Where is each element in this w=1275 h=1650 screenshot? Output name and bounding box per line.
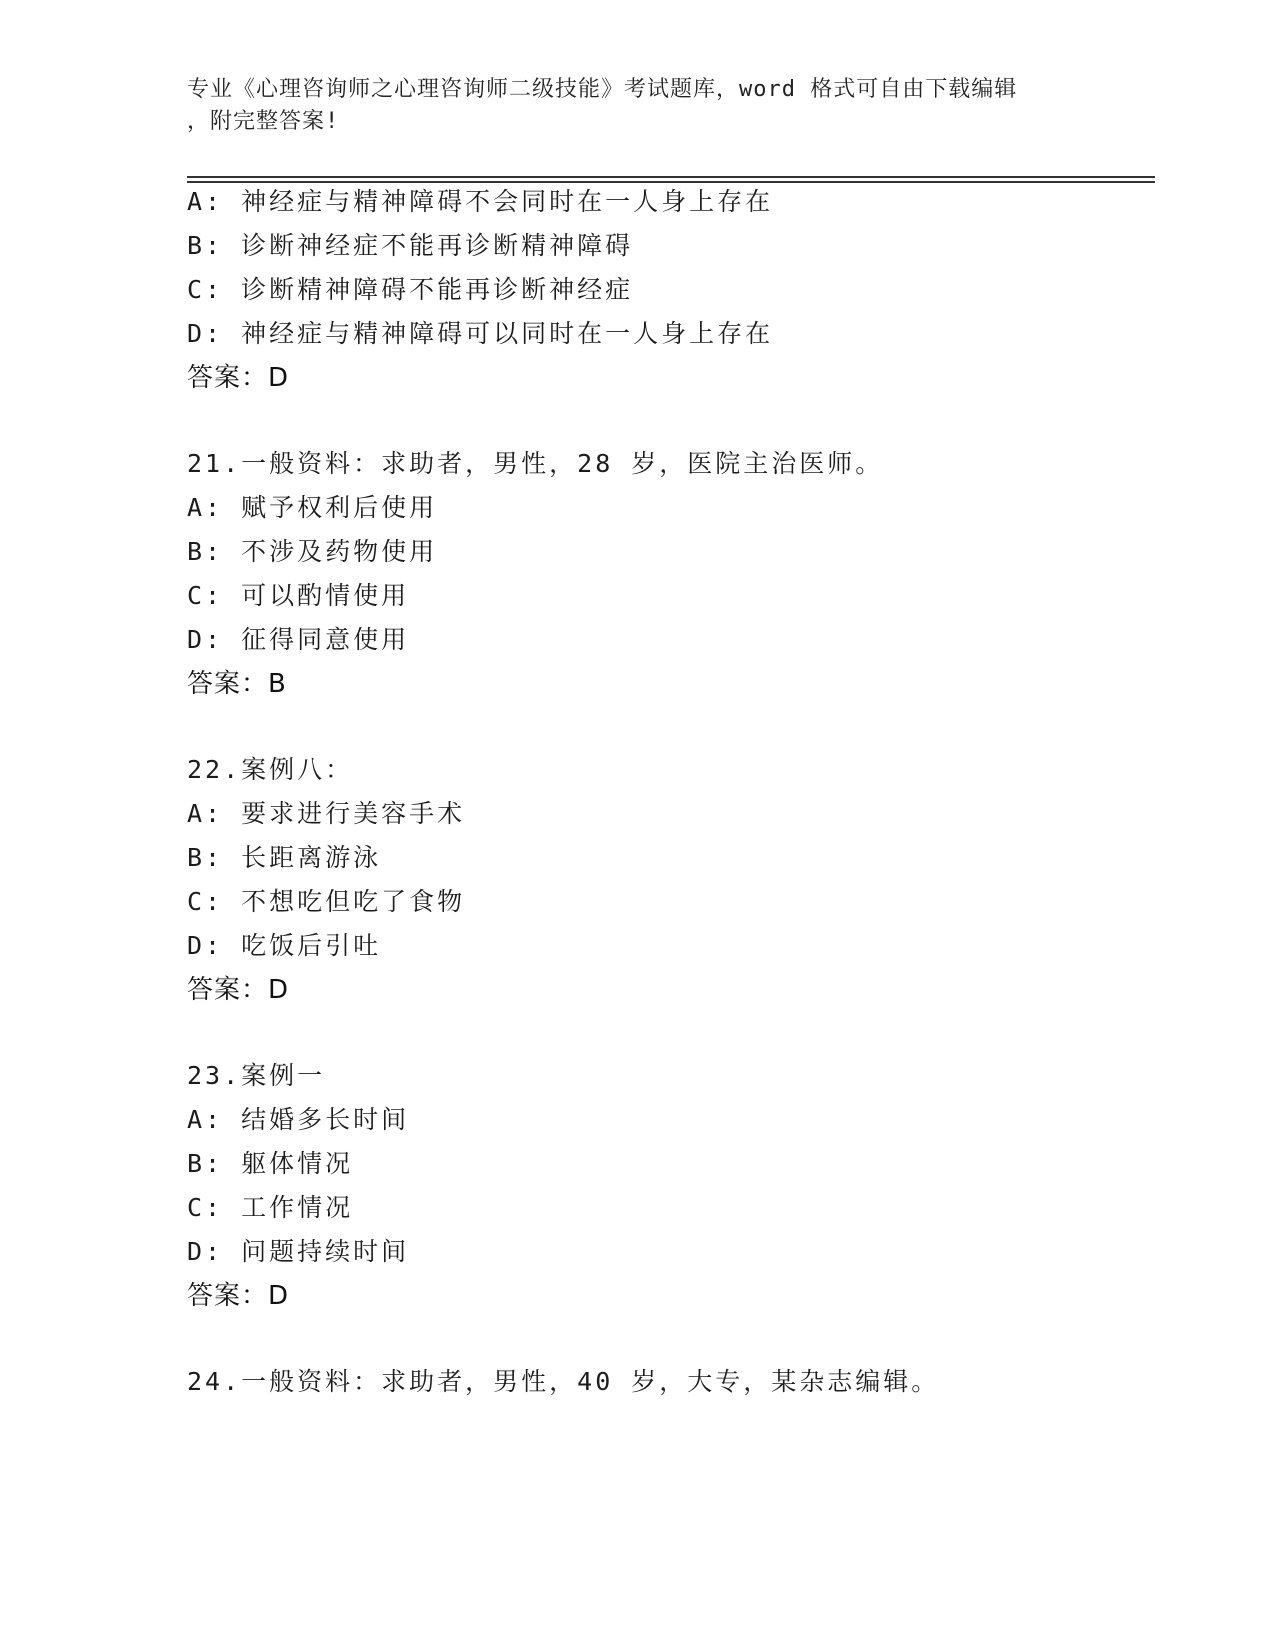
question-21: 21.一般资料：求助者，男性，28 岁，医院主治医师。 — [187, 449, 884, 478]
question-22: 22.案例八： — [187, 755, 354, 784]
option-c: C: 诊断精神障碍不能再诊断神经症 — [187, 275, 634, 304]
question-24: 24.一般资料：求助者，男性，40 岁，大专，某杂志编辑。 — [187, 1367, 940, 1396]
answer-line: 答案：D — [187, 1281, 290, 1311]
option-b: B: 诊断神经症不能再诊断精神障碍 — [187, 231, 634, 260]
option-d: D: 征得同意使用 — [187, 625, 410, 654]
option-b: B: 不涉及药物使用 — [187, 537, 438, 566]
question-23: 23.案例一 — [187, 1061, 326, 1090]
header-divider-bottom — [187, 181, 1155, 183]
option-c: C: 可以酌情使用 — [187, 581, 410, 610]
option-d: D: 神经症与精神障碍可以同时在一人身上存在 — [187, 319, 774, 348]
option-b: B: 长距离游泳 — [187, 843, 382, 872]
option-c: C: 不想吃但吃了食物 — [187, 887, 466, 916]
option-d: D: 问题持续时间 — [187, 1237, 410, 1266]
header-line-1: 专业《心理咨询师之心理咨询师二级技能》考试题库，word 格式可自由下载编辑 — [187, 77, 1018, 102]
option-a: A: 要求进行美容手术 — [187, 799, 466, 828]
option-a: A: 结婚多长时间 — [187, 1105, 410, 1134]
header-line-2: ，附完整答案! — [187, 109, 340, 134]
answer-line: 答案：D — [187, 975, 290, 1005]
option-d: D: 吃饭后引吐 — [187, 931, 382, 960]
answer-line: 答案：B — [187, 669, 287, 699]
answer-line: 答案：D — [187, 363, 290, 393]
option-a: A: 神经症与精神障碍不会同时在一人身上存在 — [187, 187, 774, 216]
header-divider-top — [187, 176, 1155, 178]
document-header — [187, 74, 1087, 138]
option-b: B: 躯体情况 — [187, 1149, 354, 1178]
option-c: C: 工作情况 — [187, 1193, 354, 1222]
option-a: A: 赋予权利后使用 — [187, 493, 438, 522]
